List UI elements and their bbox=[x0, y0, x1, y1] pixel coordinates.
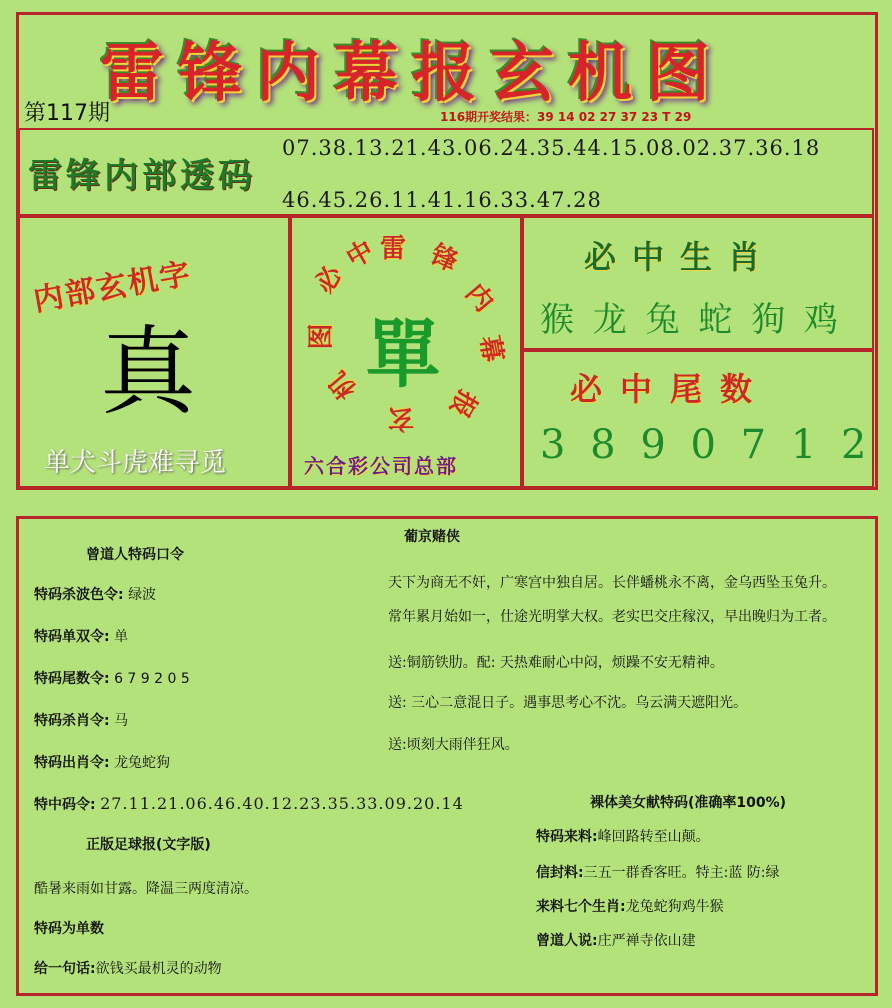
football-text: 酷暑来雨如甘露。降温三两度清凉。 bbox=[34, 881, 258, 897]
tail-list: 3 8 9 0 7 1 2 bbox=[540, 422, 873, 468]
riddle-text: 单犬斗虎难寻觅 bbox=[44, 448, 227, 478]
football-heading: 正版足球报(文字版) bbox=[86, 837, 211, 853]
secret-char-label: 内部玄机字 bbox=[30, 256, 195, 319]
send-line: 送: 三心二意混日子。遇事思考心不沈。乌云满天遮阳光。 bbox=[388, 695, 748, 711]
beauty-item: 信封料:三五一群香客旺。特主:蓝 防:绿 bbox=[536, 865, 780, 881]
tail-label: 必中尾数 bbox=[570, 370, 771, 408]
poem-line: 常年累月始如一，仕途光明掌大权。老实巴交庄稼汉，早出晚归为工者。 bbox=[388, 609, 836, 625]
code-item: 特码杀肖令: 马 bbox=[34, 713, 129, 729]
ring-char: 必 bbox=[309, 260, 349, 299]
center-footer: 六合彩公司总部 bbox=[304, 454, 458, 478]
ring-char: 锋 bbox=[425, 239, 463, 278]
ring-char: 玄 bbox=[388, 403, 415, 433]
code-item: 特码杀波色令: 绿波 bbox=[34, 587, 157, 603]
ring-char: 内 bbox=[459, 278, 499, 318]
left-heading: 曾道人特码口令 bbox=[86, 547, 184, 563]
saying: 给一句话:欲钱买最机灵的动物 bbox=[34, 961, 222, 977]
ring-char: 图 bbox=[306, 323, 337, 350]
code-item: 特码出肖令: 龙兔蛇狗 bbox=[34, 755, 171, 771]
center-big-char: 單 bbox=[366, 312, 440, 398]
secret-char: 真 bbox=[100, 316, 196, 428]
odd-label: 特码为单数 bbox=[34, 921, 104, 937]
send-line: 送:顷刻大雨伴狂风。 bbox=[388, 737, 519, 753]
code-item: 特码尾数令: 6 7 9 2 0 5 bbox=[34, 671, 190, 687]
ring-char: 幕 bbox=[473, 333, 508, 365]
beauty-heading: 裸体美女献特码(准确率100%) bbox=[590, 795, 787, 811]
zodiac-list: 猴 龙 兔 蛇 狗 鸡 bbox=[540, 300, 843, 340]
codes-line-2: 46.45.26.11.41.16.33.47.28 bbox=[282, 188, 602, 212]
zodiac-label: 必中生肖 bbox=[584, 238, 777, 276]
issue-number: 第117期 bbox=[24, 101, 110, 126]
ring-char: 雷 bbox=[380, 234, 407, 264]
beauty-item: 曾道人说:庄严禅寺依山建 bbox=[536, 933, 696, 949]
codes-line-1: 07.38.13.21.43.06.24.35.44.15.08.02.37.36.18 bbox=[282, 136, 821, 160]
poem-line: 天下为商无不奸，广寒宫中独自居。长伴蟠桃永不离，金乌西坠玉兔升。 bbox=[388, 575, 836, 591]
page-title: 雷锋内幕报玄机图 bbox=[100, 36, 724, 111]
ring-char: 报 bbox=[443, 384, 483, 423]
lower-heading: 葡京赌侠 bbox=[404, 529, 460, 545]
ring-char: 机 bbox=[323, 365, 363, 405]
send-line: 送:铜筋铁肋。配: 天热难耐心中闷，烦躁不安无精神。 bbox=[388, 655, 724, 671]
beauty-item: 来料七个生肖:龙兔蛇狗鸡牛猴 bbox=[536, 899, 724, 915]
code-item: 特中码令: 27.11.21.06.46.40.12.23.35.33.09.20.14 bbox=[34, 794, 464, 813]
ring-char: 中 bbox=[341, 235, 380, 275]
beauty-item: 特码来料:峰回路转至山颠。 bbox=[536, 829, 710, 845]
codes-label: 雷锋内部透码 bbox=[28, 156, 256, 196]
code-item: 特码单双令: 单 bbox=[34, 629, 129, 645]
last-result: 116期开奖结果：39 14 02 27 37 23 T 29 bbox=[440, 110, 692, 124]
